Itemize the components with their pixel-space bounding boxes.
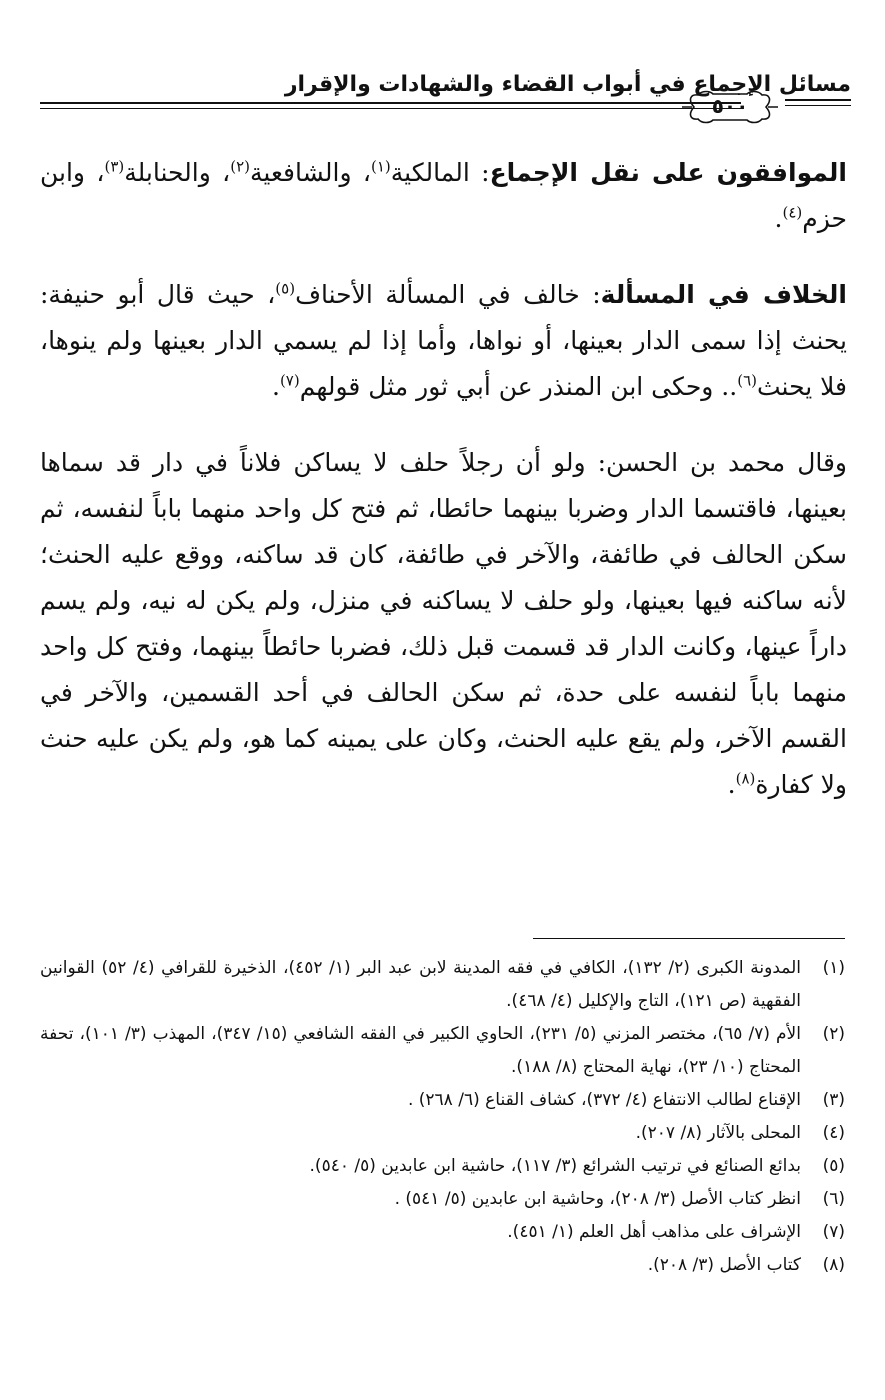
- footnote-number: (٣): [822, 1090, 845, 1110]
- footnote-ref: (٤): [782, 203, 803, 222]
- footnote-item: [40, 1084, 845, 1117]
- running-title: مسائل الإجماع في أبواب القضاء والشهادات والإقرار: [284, 72, 851, 97]
- header-rule-right: [785, 99, 851, 106]
- footnote-item: [40, 1249, 845, 1282]
- footnote-number: (٤): [822, 1123, 845, 1143]
- footnote-item: [40, 1183, 845, 1216]
- footnote-ref: (٣): [104, 157, 125, 176]
- footnote-item: [40, 1018, 845, 1084]
- footnote-item: [40, 1150, 845, 1183]
- footnote-ref: (٥): [275, 279, 296, 298]
- footnote-ref: (٦): [737, 371, 757, 390]
- footnote-number: (٦): [822, 1189, 845, 1209]
- footnote-number: (٧): [822, 1222, 845, 1242]
- paragraph-label: الخلاف في المسألة: [600, 280, 847, 309]
- footnote-text: انظر كتاب الأصل (٣/ ٢٠٨)، وحاشية ابن عابدين (٥/ ٥٤١) .: [394, 1189, 801, 1209]
- page-header: [40, 70, 851, 130]
- footnote-item: [40, 1216, 845, 1249]
- paragraph-label: الموافقون على نقل الإجماع: [489, 158, 847, 187]
- footnote-text: المدونة الكبرى (٢/ ١٣٢)، الكافي في فقه المدينة لابن عبد البر (١/ ٤٥٢)، الذخيرة للقرافي (٤/ ٥٢) القوانين الفقهية (ص ١٢١)، التاج والإكليل (٤/ ٤٦٨).: [40, 958, 801, 1011]
- footnote-ref: (٨): [735, 769, 756, 788]
- footnote-text: الإشراف على مذاهب أهل العلم (١/ ٤٥١).: [507, 1222, 801, 1242]
- footnote-separator: [533, 938, 845, 939]
- footnote-number: (١): [822, 958, 845, 978]
- footnote-ref: (١): [370, 157, 391, 176]
- page-number: ٥٠٠: [711, 94, 749, 118]
- paragraph-consensus: الموافقون على نقل الإجماع: المالكية$^{(١)}$، والشافعية$^{(٢)}$، والحنابلة$^{(٣)}$، وابن حزم$^{(٤)}$.: [40, 157, 847, 233]
- footnote-text: بدائع الصنائع في ترتيب الشرائع (٣/ ١١٧)، حاشية ابن عابدين (٥/ ٥٤٠).: [309, 1156, 801, 1176]
- footnote-number: (٢): [822, 1024, 845, 1044]
- footnote-item: [40, 1117, 845, 1150]
- footnote-text: الأم (٧/ ٦٥)، مختصر المزني (٥/ ٢٣١)، الحاوي الكبير في الفقه الشافعي (١٥/ ٣٤٧)، المهذب (٣/ ١٠١)، تحفة المحتاج (١٠/ ٢٣)، نهاية المحتاج (٨/ ١٨٨).: [40, 1024, 801, 1077]
- footnote-item: [40, 952, 845, 1018]
- footnote-text: الإقناع لطالب الانتفاع (٤/ ٣٧٢)، كشاف القناع (٦/ ٢٦٨) .: [407, 1090, 801, 1110]
- paragraph-muhammad-ibn-al-hasan: وقال محمد بن الحسن: ولو أن رجلاً حلف لا يساكن فلاناً في دار قد سماها بعينها، فاقتسما الدار وضربا بينهما حائطا، ثم فتح كل واحد منهما باباً لنفسه، ثم سكن الحالف في طائفة، والآخر في طائفة، كان قد ساكنه، ووقع عليه الحنث؛ لأنه ساكنه فيها بعينها، ولو حلف لا يساكنه في منزل، ولم يكن له نيه، ولم يسم داراً عينها، وكانت الدار قد قسمت قبل ذلك، فضربا حائطاً بينهما، وفتح كل واحد منهما باباً لنفسه على حدة، ثم سكن الحالف في أحد القسمين، والآخر في القسم الآخر، ولم يقع عليه الحنث، وكان على يمينه كما هو، ولم يكن عليه حنث ولا كفارة$^{(٨)}$.: [40, 448, 847, 799]
- main-text: [40, 150, 847, 808]
- footnote-text: المحلى بالآثار (٨/ ٢٠٧).: [635, 1123, 801, 1143]
- footnotes-list: [40, 952, 845, 1282]
- footnote-ref: (٧): [279, 371, 300, 390]
- footnote-ref: (٢): [230, 157, 251, 176]
- footnote-text: كتاب الأصل (٣/ ٢٠٨).: [647, 1255, 801, 1275]
- footnote-number: (٥): [822, 1156, 845, 1176]
- header-rule-left: [40, 102, 741, 109]
- paragraph-disagreement: الخلاف في المسألة: خالف في المسألة الأحناف$^{(٥)}$، حيث قال أبو حنيفة: يحنث إذا سمى الدار بعينها، أو نواها، وأما إذا لم يسمي الدار بعينها ولم ينوها، فلا يحنث$^{(٦)}$.. وحكى ابن المنذر عن أبي ثور مثل قولهم$^{(٧)}$.: [40, 279, 847, 401]
- footnote-number: (٨): [822, 1255, 845, 1275]
